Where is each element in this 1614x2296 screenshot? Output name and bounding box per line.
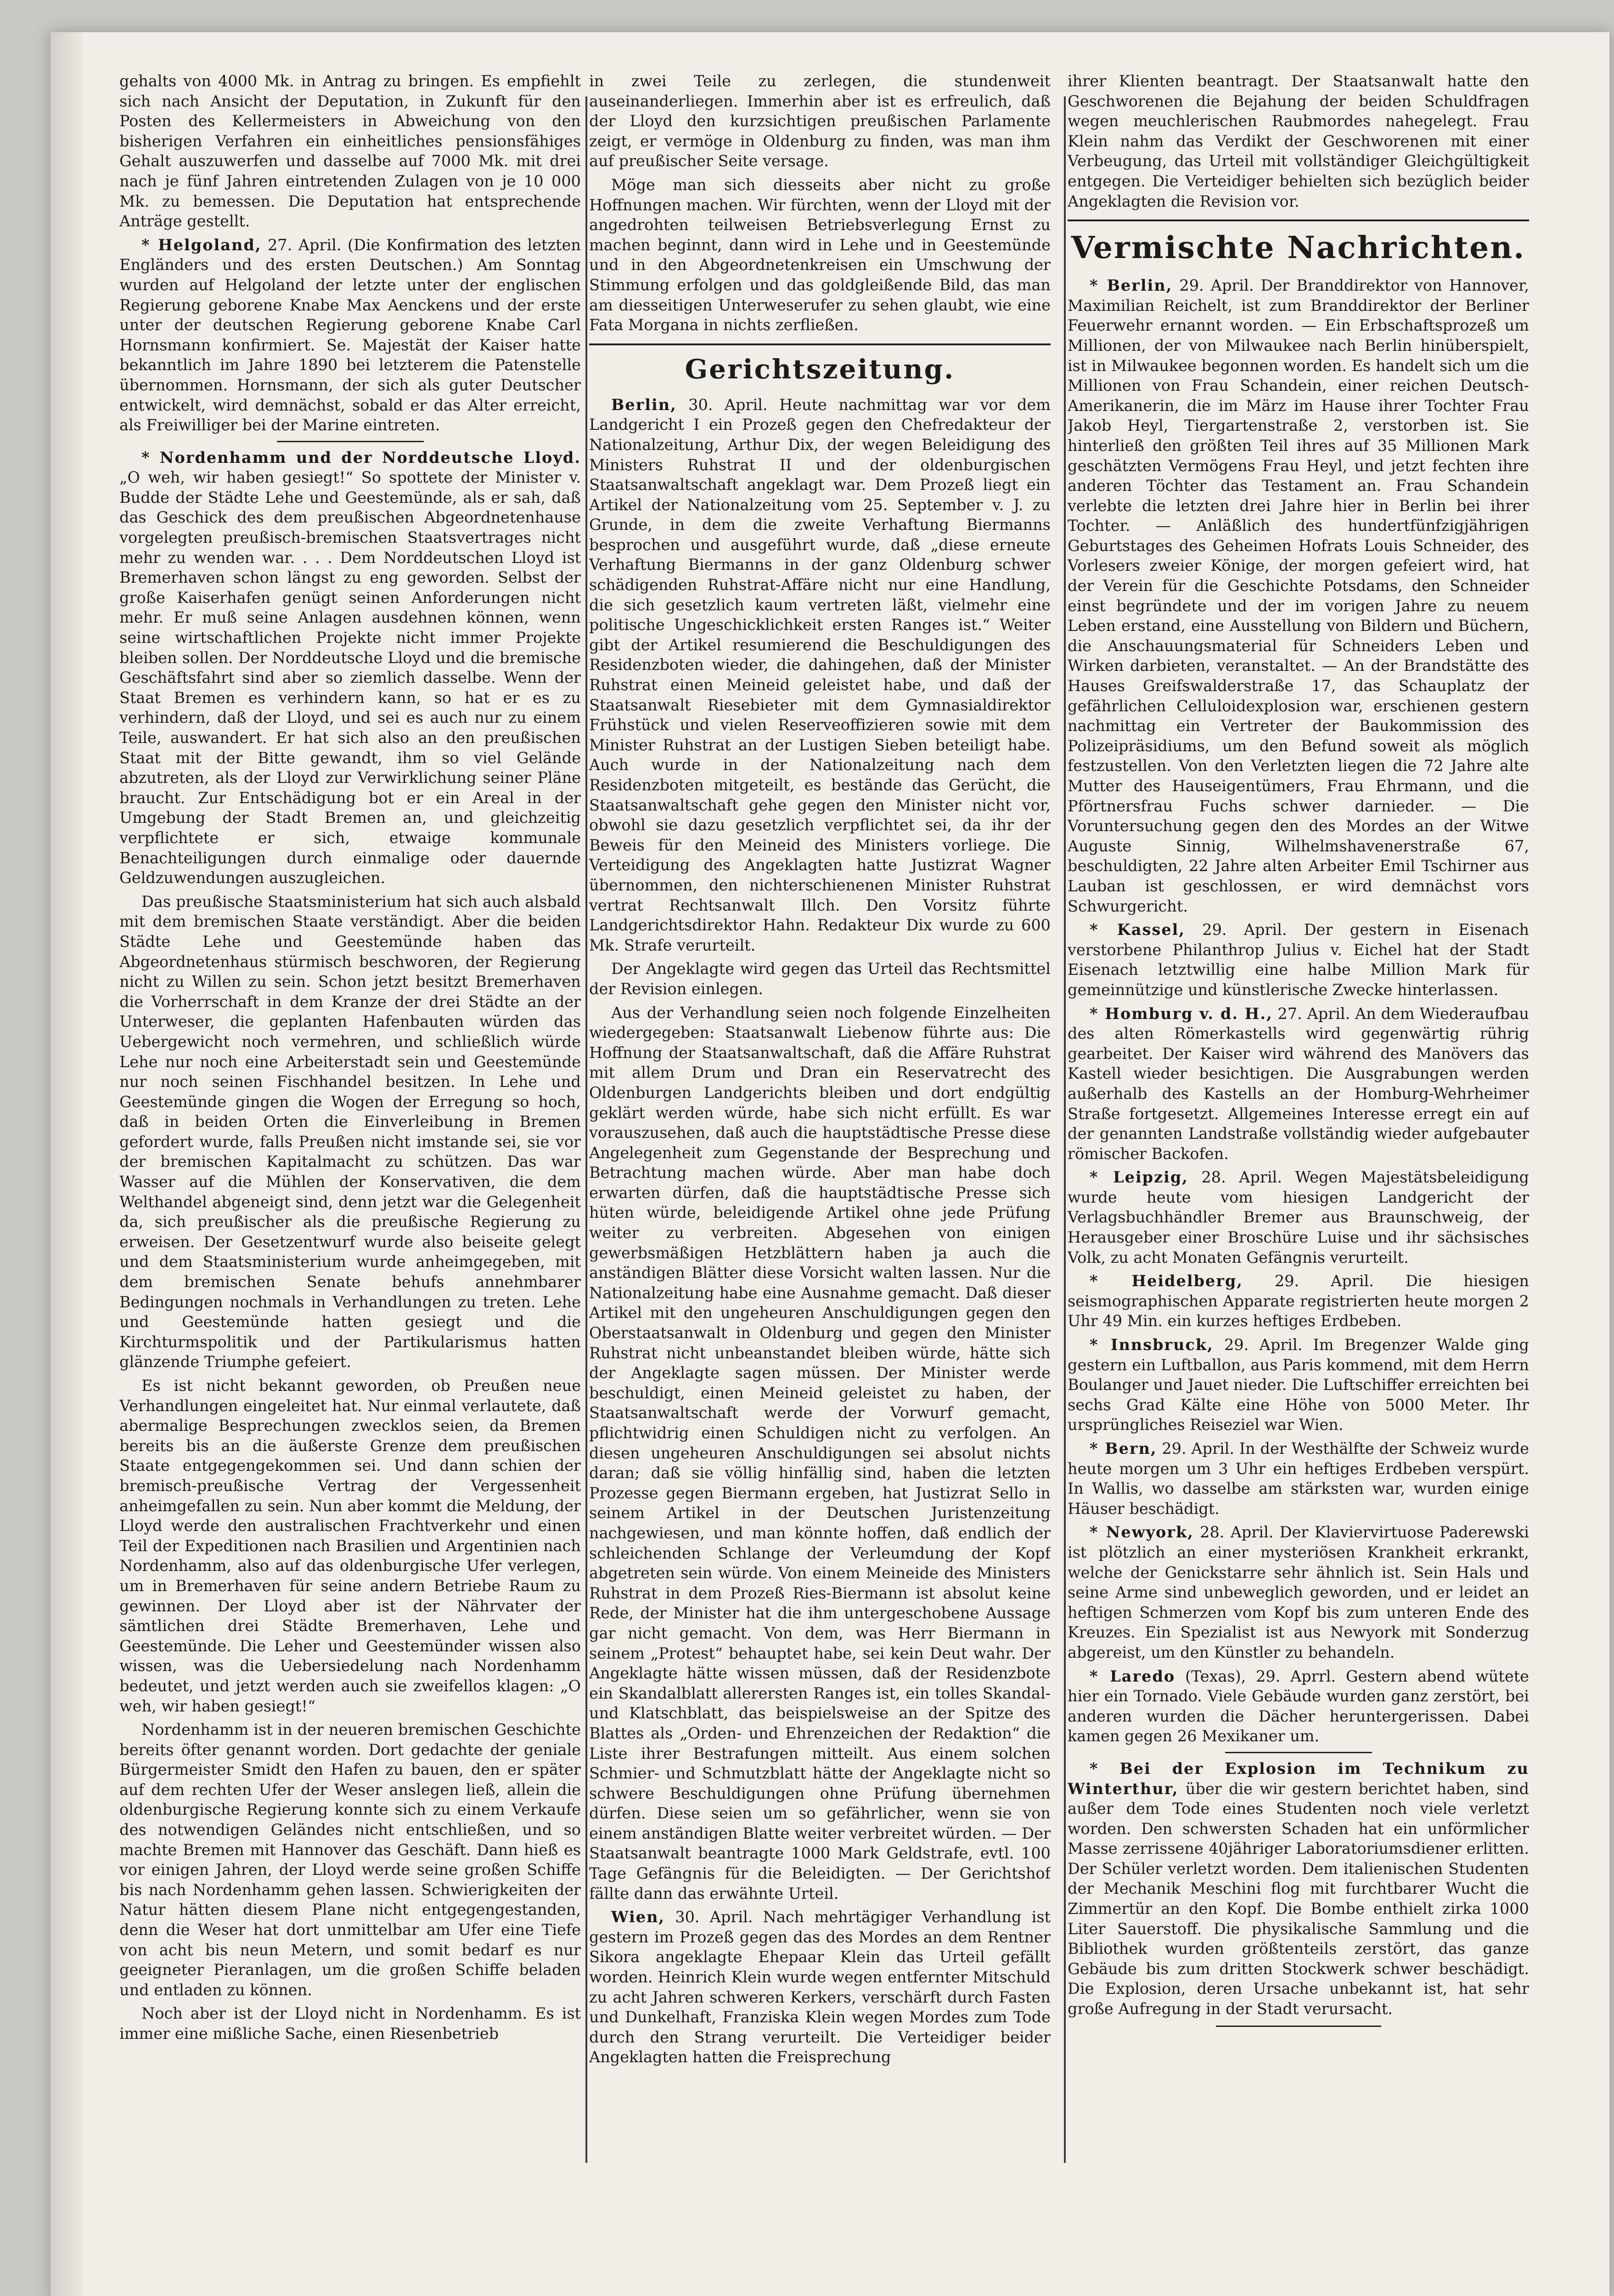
section-rule bbox=[1068, 219, 1529, 221]
item-text: 29. April. Im Bregenzer Walde ging gestern ein Luftballon, aus Paris kommend, mit dem Herrn Boulanger und Jauet nieder. Die Luftschiffer erreichten bei sechs Grad Kälte eine Höhe von 5000 Meter. Ihr ursprüngliches Reiseziel war Wien. bbox=[1068, 1336, 1529, 1434]
item-dateline: Wien, bbox=[611, 1908, 665, 1926]
item-dateline: * Kassel, bbox=[1090, 921, 1186, 939]
paragraph: ihrer Klienten beantragt. Der Staatsanwalt hatte den Geschworenen die Bejahung der beiden Schuldfragen wegen meuchlerischen Raubmordes nahegelegt. Frau Klein nahm das Verdikt der Geschworenen mit einer Verbeugung, das Urteil mit vollständiger Gleichgültigkeit entgegen. Die Verteidiger behielten sich bezüglich beider Angeklagten die Revision vor. bbox=[1068, 72, 1529, 210]
item-text: 28. April. Wegen Majestätsbeleidigung wurde heute vom hiesigen Landgericht der Verlagsbuchhändler Bremer aus Braunschweig, der Herausgeber einer Broschüre Luise und ihr sächsisches Volk, zu acht Monaten Gefängnis verurteilt. bbox=[1068, 1168, 1529, 1266]
paragraph: Der Angeklagte wird gegen das Urteil das Rechtsmittel der Revision einlegen. bbox=[589, 960, 1051, 998]
section-rule bbox=[589, 343, 1051, 345]
news-item bbox=[1068, 1666, 1529, 1746]
section-heading: Vermischte Nachrichten. bbox=[1071, 230, 1526, 266]
column-rule-1 bbox=[585, 96, 587, 2163]
news-item bbox=[589, 395, 1051, 956]
news-item bbox=[1068, 1759, 1529, 2019]
paragraph: gehalts von 4000 Mk. in Antrag zu bringen. Es empfiehlt sich nach Ansicht der Deputation, in Zukunft für den Posten des Kellermeisters in Abweichung von den bisherigen Verfahren ein einheitliches pensionsfähiges Gehalt auszuwerfen und dasselbe auf 7000 Mk. mit drei nach je fünf Jahren eintretenden Zulagen von je 10 000 Mk. zu bemessen. Die Deputation hat entsprechende Anträge gestellt. bbox=[119, 72, 581, 231]
item-dateline: * Heidelberg, bbox=[1090, 1272, 1243, 1290]
item-text: „O weh, wir haben gesiegt!“ So spottete der Minister v. Budde der Städte Lehe und Geestemünde, als er sah, daß das Geschick des dem preußischen Abgeordnetenhause vorgelegten preußisch-bremischen Staatsvertrages nicht mehr zu wenden war. . . . Dem Norddeutschen Lloyd ist Bremerhaven schon längst zu eng geworden. Selbst der große Kaiserhafen genügt seinen Anforderungen nicht mehr. Er muß seine Anlagen ausdehnen können, wenn seine wirtschaftlichen Projekte nicht immer Projekte bleiben sollen. Der Norddeutsche Lloyd und die bremische Geschäftsfahrt sind aber so ziemlich dasselbe. Wenn der Staat Bremen es verhindern kann, so hat er es zu verhindern, daß der Lloyd, und sei es auch nur zu einem Teile, auswandert. Er hat sich also an den preußischen Staat mit der Bitte gewandt, ihm so viel Gelände abzutreten, als der Lloyd zur Verwirklichung seiner Pläne braucht. Zur Entschädigung bot er ein Areal in der Umgebung der Stadt Bremen an, und gleichzeitig verpflichtete er sich, etwaige kommunale Benachteiligungen durch einmalige oder dauernde Geldzuwendungen auszugleichen. bbox=[119, 468, 581, 887]
item-text: 30. April. Heute nachmittag war vor dem Landgericht I ein Prozeß gegen den Chefredakteur der Nationalzeitung, Arthur Dix, der wegen Beleidigung des Ministers Ruhstrat II und der oldenburgischen Staatsanwaltschaft angeklagt war. Dem Prozeß liegt ein Artikel der Nationalzeitung vom 25. September v. J. zu Grunde, in dem die zweite Verhaftung Biermanns besprochen und ausgeführt wurde, daß „diese erneute Verhaftung Biermanns in der ganz Oldenburg schwer schädigenden Ruhstrat-Affäre nicht nur eine Handlung, die sich gesetzlich kaum vertreten läßt, vielmehr eine politische Ungeschicklichkeit ersten Ranges ist.“ Weiter gibt der Artikel resumierend die Beschuldigungen des Residenzboten wieder, die dahingehen, daß der Minister Ruhstrat einen Meineid geleistet habe, und daß der Staatsanwalt Riesebieter mit dem Gymnasialdirektor Frühstück und vielen Reserveoffizieren sowie mit dem Minister Ruhstrat an der Lustigen Sieben beteiligt habe. Auch wurde in der Nationalzeitung nach dem Residenzboten mitgeteilt, es bestände das Gerücht, die Staatsanwaltschaft gehe gegen den Minister nicht vor, obwohl sie dazu gesetzlich verpflichtet sei, da ihr der Beweis für den Meineid des Ministers vorliege. Die Verteidigung des Angeklagten hatte Justizrat Wagner übernommen, den nichterschienenen Minister Ruhstrat vertrat Rechtsanwalt Illch. Den Vorsitz führte Landgerichtsdirektor Hahn. Redakteur Dix wurde zu 600 Mk. Strafe verurteilt. bbox=[589, 395, 1051, 954]
news-item bbox=[1068, 1522, 1529, 1662]
news-item bbox=[1068, 1271, 1529, 1331]
item-dateline: * Berlin, bbox=[1090, 276, 1173, 295]
item-dateline: * Leipzig, bbox=[1090, 1168, 1188, 1187]
item-dateline: Berlin, bbox=[611, 395, 677, 414]
item-headline: * Bei der Explosion im Technikum zu Winterthur, bbox=[1068, 1759, 1529, 1798]
end-rule bbox=[1216, 2026, 1381, 2027]
item-dateline: * Helgoland, bbox=[141, 236, 262, 254]
item-text: 27. April. An dem Wiederaufbau des alten Römerkastells wird gegenwärtig rührig gearbeitet. Der Kaiser wird während des Manövers das Kastell wieder besichtigen. Die Ausgrabungen werden außerhalb des Kastells an der Homburg-Wehrheimer Straße fortgesetzt. Allgemeines Interesse erregt ein auf der genannten Landstraße vollständig wieder aufgebauter römischer Backofen. bbox=[1068, 1004, 1529, 1163]
section-heading: Gerichtszeitung. bbox=[685, 353, 955, 385]
item-text: 27. April. (Die Konfirmation des letzten Engländers und des ersten Deutschen.) Am Sonntag wurden auf Helgoland der letzte unter der englischen Regierung geborene Knabe Max Aenckens und der erste unter der deutschen Regierung geborene Knabe Carl Hornsmann konfirmiert. Se. Majestät der Kaiser hatte bekanntlich im Jahre 1890 bei letzterem die Patenstelle übernommen. Hornsmann, der sich als guter Deutscher entwickelt, wird demnächst, sobald er das Alter erreicht, als Freiwilliger bei der Marine eintreten. bbox=[119, 236, 581, 434]
news-item bbox=[1068, 1167, 1529, 1267]
news-item bbox=[589, 1907, 1051, 2067]
item-text: 29. April. Der Branddirektor von Hannover, Maximilian Reichelt, ist zum Branddirektor der Berliner Feuerwehr ernannt worden. — Ein Erbschaftsprozeß um Millionen, der von Milwaukee nach Berlin hinüberspielt, ist in Milwaukee begonnen worden. Es handelt sich um die Millionen von Frau Schandein, einer reichen Deutsch-Amerikanerin, die im März im Hause ihrer Tochter Frau Jakob Heyl, Tiergartenstraße 2, verstorben ist. Sie hinterließ den größten Teil ihres auf 35 Millionen Mark geschätzten Vermögens Frau Heyl, und jetzt fechten ihre anderen Töchter das Testament an. Frau Schandein verlebte die letzten drei Jahre hier in Berlin bei ihrer Tochter. — Anläßlich des hundertfünfzigjährigen Geburtstages des Geheimen Hofrats Louis Schneider, des Vorlesers zweier Könige, der morgen gefeiert wird, hat der Verein für die Geschichte Potsdams, den Schneider einst begründete und der im vorigen Jahre zu neuem Leben erstand, eine Ausstellung von Bildern und Büchern, die Anschauungsmaterial für Schneiders Leben und Wirken darbieten, veranstaltet. — An der Brandstätte des Hauses Greifswalderstraße 17, das Schauplatz der gefährlichen Celluloidexplosion war, erschienen gestern nachmittag ein Vertreter der Baukommission des Polizeipräsidiums, um den Befund soweit als möglich festzustellen. Von den Verletzten liegen die 72 Jahre alte Mutter des Hauseigentümers, Frau Ehrmann, und die Pförtnersfrau Fuchs schwer darnieder. — Die Voruntersuchung gegen den des Mordes an der Witwe Auguste Sinnig, Wilhelmshavenerstraße 67, beschuldigten, 22 Jahre alten Arbeiter Emil Tschirner aus Lauban ist geschlossen, er wird demnächst vors Schwurgericht. bbox=[1068, 276, 1529, 915]
item-text: 29. April. Die hiesigen seismographischen Apparate registrierten heute morgen 2 Uhr 49 Min. ein kurzes heftiges Erdbeben. bbox=[1068, 1272, 1529, 1330]
item-text: über die wir gestern berichtet haben, sind außer dem Tode eines Studenten noch viele verletzt worden. Den schwersten Schaden hat ein unförmlicher Masse zerrissene 40jähriger Laboratoriumsdiener erlitten. Der Schüler verletzt worden. Dem italienischen Studenten der Mechanik Meschini flog mit furchtbarer Wucht die Zimmertür an den Kopf. Die Bombe enthielt zirka 1000 Liter Sauerstoff. Die physikalische Sammlung und die Bibliothek wurden größtenteils zerstört, das ganze Gebäude bis zum dritten Stockwerk schwer beschädigt. Die Explosion, deren Ursache unbekannt ist, hat sehr große Aufregung in der Stadt verursacht. bbox=[1068, 1779, 1529, 2018]
paragraph: Das preußische Staatsministerium hat sich auch alsbald mit dem bremischen Staate verständigt. Aber die beiden Städte Lehe und Geestemünde haben das Abgeordnetenhaus stürmisch beschworen, der Regierung nicht zu Willen zu sein. Schon jetzt besitzt Bremerhaven die Vorherrschaft in dem Kranze der drei Städte an der Unterweser, die geplanten Hafenbauten würden das Uebergewicht noch vermehren, und schließlich würde Lehe nur noch eine Arbeiterstadt sein und Geestemünde nur noch seinen Fischhandel besitzen. In Lehe und Geestemünde gingen die Wogen der Erregung so hoch, daß in beiden Orten die Einverleibung in Bremen gefordert wurde, falls Preußen nicht imstande sei, sie vor der bremischen Kapitalmacht zu schützen. Das war Wasser auf die Mühlen der Konservativen, die dem Welthandel abgeneigt sind, denn jetzt war die Gelegenheit da, sich preußischer als die preußische Regierung zu erweisen. Der Gesetzentwurf wurde also beiseite gelegt und dem Staatsministerium wurde anheimgegeben, mit dem bremischen Senate behufs annehmbarer Bedingungen nochmals in Verhandlungen zu treten. Lehe und Geestemünde hatten gesiegt und die Kirchturmspolitik und der Partikularismus hatten glänzende Triumphe gefeiert. bbox=[119, 892, 581, 1371]
column-rule-2 bbox=[1064, 96, 1066, 2163]
item-dateline: * Laredo bbox=[1090, 1667, 1175, 1685]
news-item bbox=[1068, 276, 1529, 916]
news-item bbox=[1068, 1004, 1529, 1164]
item-text: 29. April. Der gestern in Eisenach verstorbene Philanthrop Julius v. Eichel hat der Stadt Eisenach letztwillig eine halbe Million Mark für gemeinnützige und künstlerische Zwecke hinterlassen. bbox=[1068, 921, 1529, 999]
column-2 bbox=[589, 71, 1051, 2257]
item-dateline: * Newyork, bbox=[1090, 1523, 1194, 1542]
item-dateline: * Homburg v. d. H., bbox=[1090, 1004, 1273, 1023]
news-item bbox=[1068, 1439, 1529, 1519]
column-3 bbox=[1068, 71, 1529, 2257]
paragraph: in zwei Teile zu zerlegen, die stundenweit auseinanderliegen. Immerhin aber ist es erfreulich, daß der Lloyd den kurzsichtigen preußischen Parlamente zeigt, er vermöge in Oldenburg zu finden, was man ihm auf preußischer Seite versage. bbox=[589, 72, 1051, 170]
news-item bbox=[1068, 1335, 1529, 1435]
news-item bbox=[119, 235, 581, 435]
paragraph: Aus der Verhandlung seien noch folgende Einzelheiten wiedergegeben: Staatsanwalt Liebenow führte aus: Die Hoffnung der Staatsanwaltschaft, daß die Affäre Ruhstrat mit allem Drum und Dran ein Reservatrecht des Oldenburgen Landgerichts bleiben und dort endgültig geklärt werden würde, habe sich nicht erfüllt. Es war vorauszusehen, daß auch die hauptstädtische Presse diese Angelegenheit zum Gegenstande der Besprechung und Betrachtung machen würde. Aber man habe doch erwarten dürfen, daß die hauptstädtische Presse sich hüten würde, beleidigende Artikel ohne jede Prüfung weiter zu verbreiten. Abgesehen von einigen gewerbsmäßigen Hetzblättern haben ja auch die anständigen Blätter diese Vorsicht walten lassen. Nur die Nationalzeitung habe eine Ausnahme gemacht. Daß dieser Artikel mit den ungeheuren Anschuldigungen gegen den Oberstaatsanwalt in Oldenburg und gegen den Minister Ruhstrat nicht unbeanstandet bleiben würde, hätte sich der Angeklagte sagen müssen. Der Minister werde beschuldigt, einen Meineid geleistet zu haben, der Staatsanwaltschaft werde der Vorwurf gemacht, pflichtwidrig einen Schuldigen nicht zu verfolgen. An diesen ungeheuren Anschuldigungen sei absolut nichts daran; daß sie völlig hinfällig sind, haben die letzten Prozesse gegen Biermann ergeben, hat Justizrat Sello in seinem Artikel in der Deutschen Juristenzeitung nachgewiesen, und man könnte hoffen, daß endlich der schleichenden Schlange der Verleumdung der Kopf abgetreten sein würde. Von einem Meineide des Ministers Ruhstrat in dem Prozeß Ries-Biermann ist absolut keine Rede, der Minister hat die ihm untergeschobene Aussage gar nicht gemacht. Von dem, was Herr Biermann in seinem „Protest“ behauptet habe, sei kein Deut wahr. Der Angeklagte hätte wissen müssen, daß der Residenzbote ein Skandalblatt allerersten Ranges ist, ein tolles Skandal- und Klatschblatt, das beispielsweise an der Spitze des Blattes als „Orden- und Ehrenzeichen der Redaktion“ die Liste ihrer Bestrafungen mitteilt. Aus einem solchen Schmier- und Schmutzblatt hätte der Angeklagte nicht so schwere Beschuldigungen ohne Prüfung übernehmen dürfen. Diese seien um so gefährlicher, wenn sie von einem anständigen Blatte weiter verbreitet würden. — Der Staatsanwalt beantragte 1000 Mark Geldstrafe, evtl. 100 Tage Gefängnis für die Beleidigten. — Der Gerichtshof fällte dann das erwähnte Urteil. bbox=[589, 1003, 1051, 1902]
paragraph: Noch aber ist der Lloyd nicht in Nordenhamm. Es ist immer eine mißliche Sache, einen Riesenbetrieb bbox=[119, 2004, 581, 2043]
item-text: 29. April. In der Westhälfte der Schweiz wurde heute morgen um 3 Uhr ein heftiges Erdbeben verspürt. In Wallis, wo dasselbe am stärksten war, wurden einige Häuser beschädigt. bbox=[1068, 1440, 1529, 1518]
item-text: (Texas), 29. Aprrl. Gestern abend wütete hier ein Tornado. Viele Gebäude wurden ganz zerstört, bei anderen wurden die Dächer heruntergerissen. Dabei kamen gegen 26 Mexikaner um. bbox=[1068, 1667, 1529, 1745]
news-item bbox=[1068, 920, 1529, 1000]
binding-edge bbox=[51, 32, 83, 2296]
item-dateline: * Bern, bbox=[1090, 1440, 1157, 1458]
paragraph: Möge man sich diesseits aber nicht zu große Hoffnungen machen. Wir fürchten, wenn der Lloyd mit der angedrohten teilweisen Betriebsverlegung Ernst zu machen beginnt, dann wird in Lehe und in Geestemünde und in den Abgeordnetenkreisen ein Umschwung der Stimmung erfolgen und das goldgleißende Bild, das man am diesseitigen Unterweserufer zu sehen glaubt, wie eine Fata Morgana in nichts zerfließen. bbox=[589, 175, 1051, 334]
paragraph: Es ist nicht bekannt geworden, ob Preußen neue Verhandlungen eingeleitet hat. Nur einmal verlautete, daß abermalige Besprechungen zwecklos seien, da Bremen bereits bis an die äußerste Grenze dem preußischen Staate entgegengekommen sei. Und dann schien der bremisch-preußische Vertrag der Vergessenheit anheimgefallen zu sein. Nun aber kommt die Meldung, der Lloyd werde den australischen Frachtverkehr und einen Teil der Expeditionen nach Brasilien und Argentinien nach Nordenhamm, also auf das oldenburgische Ufer verlegen, um in Bremerhaven für seine andern Betriebe Raum zu gewinnen. Der Lloyd aber ist der Nährvater der sämtlichen drei Städte Bremerhaven, Lehe und Geestemünde. Die Leher und Geestemünder wissen also wissen, was die Uebersiedelung nach Nordenhamm bedeutet, und jetzt werden auch sie zweifellos klagen: „O weh, wir haben gesiegt!“ bbox=[119, 1377, 581, 1715]
item-dateline: * Innsbruck, bbox=[1090, 1336, 1214, 1354]
column-1 bbox=[119, 71, 581, 2257]
paragraph: Nordenhamm ist in der neueren bremischen Geschichte bereits öfter genannt worden. Dort gedachte der geniale Bürgermeister Smidt den Hafen zu bauen, den er später auf dem rechten Ufer der Weser anslegen ließ, allein die oldenburgische Regierung konnte sich zu einem Verkaufe des notwendigen Geländes nicht entschließen, und so machte Bremen mit Hannover das Geschäft. Dann hieß es vor einigen Jahren, der Lloyd werde seine großen Schiffe bis nach Nordenhamm gehen lassen. Schwierigkeiten der Natur hätten diesem Plane nicht entgegengestanden, denn die Weser hat dort unmittelbar am Ufer eine Tiefe von acht bis neun Metern, und somit bedarf es nur geeigneter Pieranlagen, um die großen Schiffe beladen und entladen zu können. bbox=[119, 1721, 581, 1999]
news-item bbox=[119, 448, 581, 888]
item-text: 30. April. Nach mehrtägiger Verhandlung ist gestern im Prozeß gegen das des Mordes an dem Rentner Sikora angeklagte Ehepaar Klein das Urteil gefällt worden. Heinrich Klein wurde wegen entfernter Mitschuld zu acht Jahren schweren Kerkers, verschärft durch Fasten und Dunkelhaft, Franziska Klein wegen Mordes zum Tode durch den Strang verurteilt. Die Verteidiger beider Angeklagten hatten die Freisprechung bbox=[589, 1908, 1051, 2066]
item-headline: * Nordenhamm und der Norddeutsche Lloyd. bbox=[141, 448, 581, 467]
separator-line bbox=[277, 441, 424, 442]
separator-line bbox=[1225, 1752, 1372, 1753]
item-text: 28. April. Der Klaviervirtuose Paderewski ist plötzlich an einer mysteriösen Krankheit erkrankt, welche der Genickstarre sehr ähnlich ist. Sein Hals und seine Arme sind unbeweglich geworden, und er leidet an heftigen Schmerzen vom Kopf bis zum unteren Ende des Kreuzes. Ein Spezialist ist aus Newyork mit Sonderzug abgereist, um den Künstler zu behandeln. bbox=[1068, 1523, 1529, 1661]
